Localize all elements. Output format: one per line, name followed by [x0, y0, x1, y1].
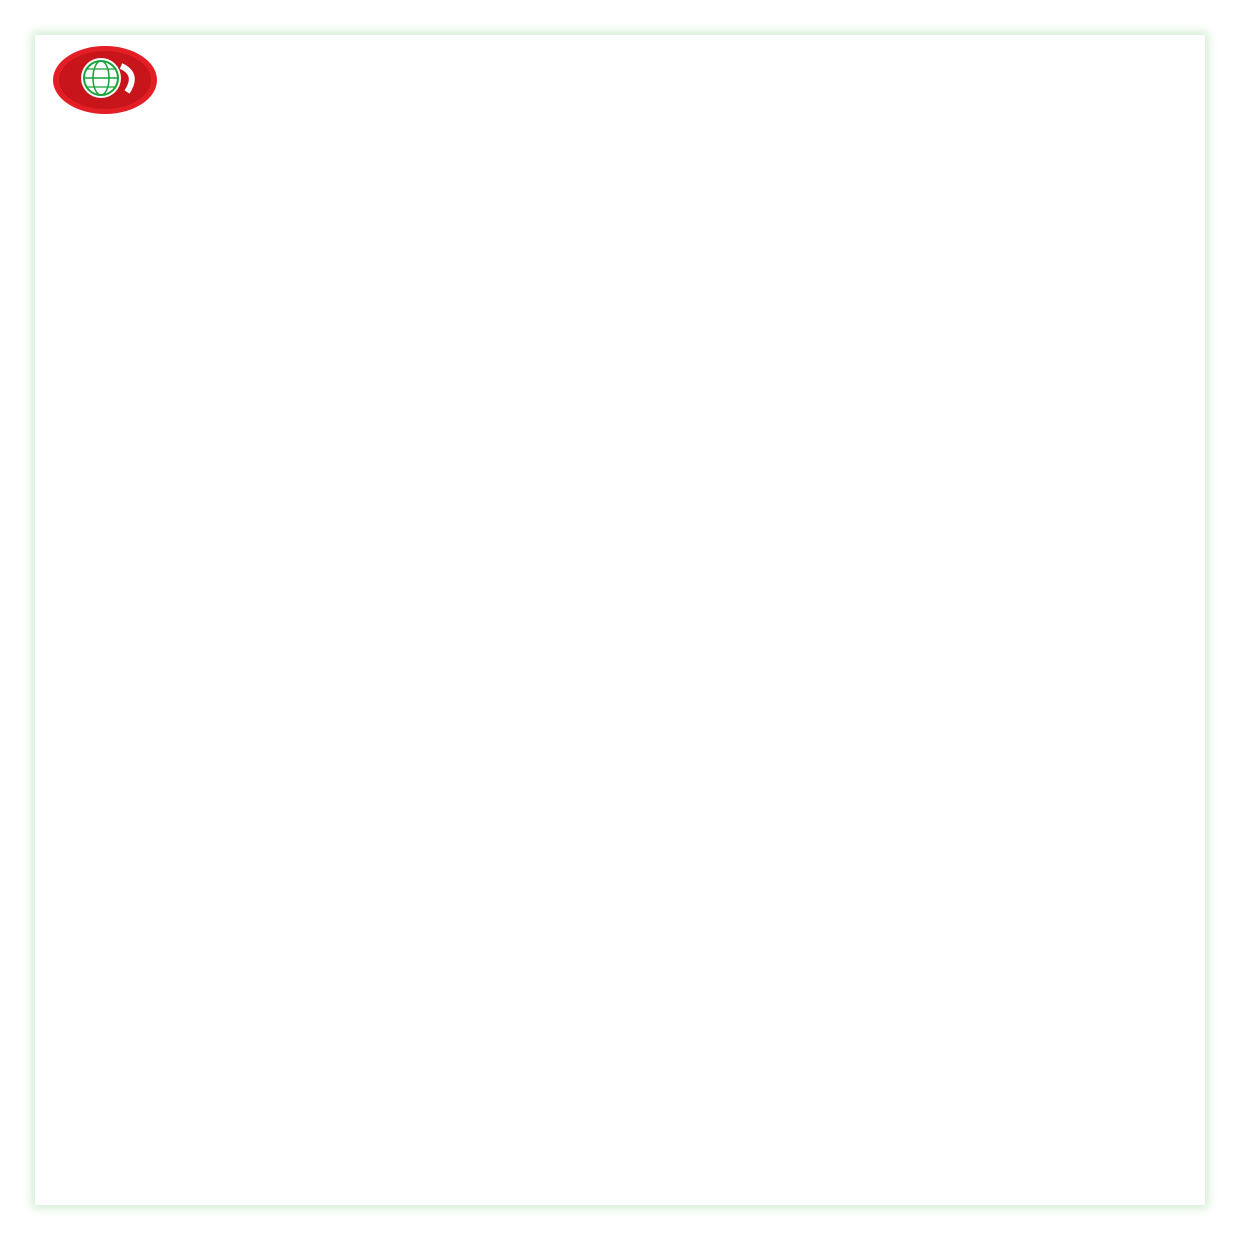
rate-board-card: [35, 35, 1205, 1205]
header: [47, 40, 1192, 124]
gulf-exchange-logo: [51, 44, 159, 120]
